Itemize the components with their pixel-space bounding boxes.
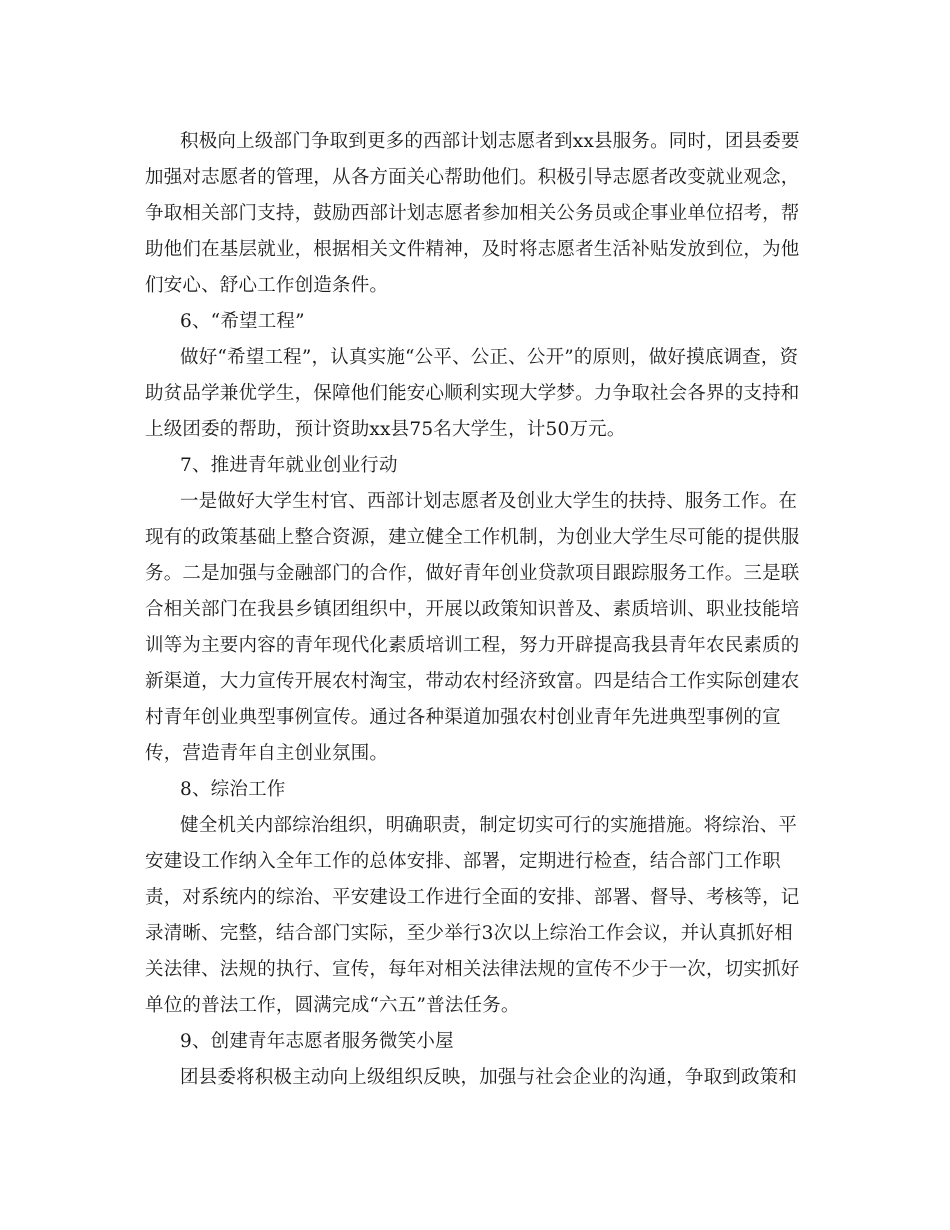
text-line: 们安心、舒心工作创造条件。 <box>145 275 389 296</box>
text-line: 新渠道，大力宣传开展农村淘宝，带动农村经济致富。四是结合工作实际创建农 <box>145 671 800 692</box>
text-line: 助贫品学兼优学生，保障他们能安心顺利实现大学梦。力争取社会各界的支持和 <box>145 383 800 404</box>
text-line: 争取相关部门支持，鼓励西部计划志愿者参加相关公务员或企事业单位招考，帮 <box>145 203 800 224</box>
text-line: 合相关部门在我县乡镇团组织中，开展以政策知识普及、素质培训、职业技能培 <box>145 599 800 620</box>
text-line: 单位的普法工作，圆满完成“六五”普法任务。 <box>145 995 520 1016</box>
text-line: 录清晰、完整，结合部门实际，至少举行3次以上综治工作会议，并认真抓好相 <box>145 923 793 944</box>
text-line: 助他们在基层就业，根据相关文件精神，及时将志愿者生活补贴发放到位，为他 <box>145 239 800 260</box>
text-line: 健全机关内部综治组织，明确职责，制定切实可行的实施措施。将综治、平 <box>180 815 798 836</box>
text-line: 做好“希望工程”，认真实施“公平、公正、公开”的原则，做好摸底调查，资 <box>180 347 799 368</box>
section-heading: 8、综治工作 <box>180 779 286 800</box>
text-line: 村青年创业典型事例宣传。通过各种渠道加强农村创业青年先进典型事例的宣 <box>145 707 781 728</box>
text-line: 团县委将积极主动向上级组织反映，加强与社会企业的沟通，争取到政策和 <box>180 1067 798 1088</box>
text-line: 务。二是加强与金融部门的合作，做好青年创业贷款项目跟踪服务工作。三是联 <box>145 563 800 584</box>
text-line: 现有的政策基础上整合资源，建立健全工作机制，为创业大学生尽可能的提供服 <box>145 527 800 548</box>
text-line: 一是做好大学生村官、西部计划志愿者及创业大学生的扶持、服务工作。在 <box>180 491 798 512</box>
text-line: 关法律、法规的执行、宣传，每年对相关法律法规的宣传不少于一次，切实抓好 <box>145 959 800 980</box>
text-line: 传，营造青年自主创业氛围。 <box>145 743 389 764</box>
text-line: 加强对志愿者的管理，从各方面关心帮助他们。积极引导志愿者改变就业观念， <box>145 167 800 188</box>
text-line: 积极向上级部门争取到更多的西部计划志愿者到xx县服务。同时，团县委要 <box>180 131 800 152</box>
text-line: 训等为主要内容的青年现代化素质培训工程，努力开辟提高我县青年农民素质的 <box>145 635 800 656</box>
section-heading: 7、推进青年就业创业行动 <box>180 455 398 476</box>
section-heading: 6、“希望工程” <box>180 311 305 332</box>
text-line: 责，对系统内的综治、平安建设工作进行全面的安排、部署、督导、考核等，记 <box>145 887 800 908</box>
text-line: 安建设工作纳入全年工作的总体安排、部署，定期进行检查，结合部门工作职 <box>145 851 781 872</box>
section-heading: 9、创建青年志愿者服务微笑小屋 <box>180 1031 454 1052</box>
text-line: 上级团委的帮助，预计资助xx县75名大学生，计50万元。 <box>145 419 626 440</box>
